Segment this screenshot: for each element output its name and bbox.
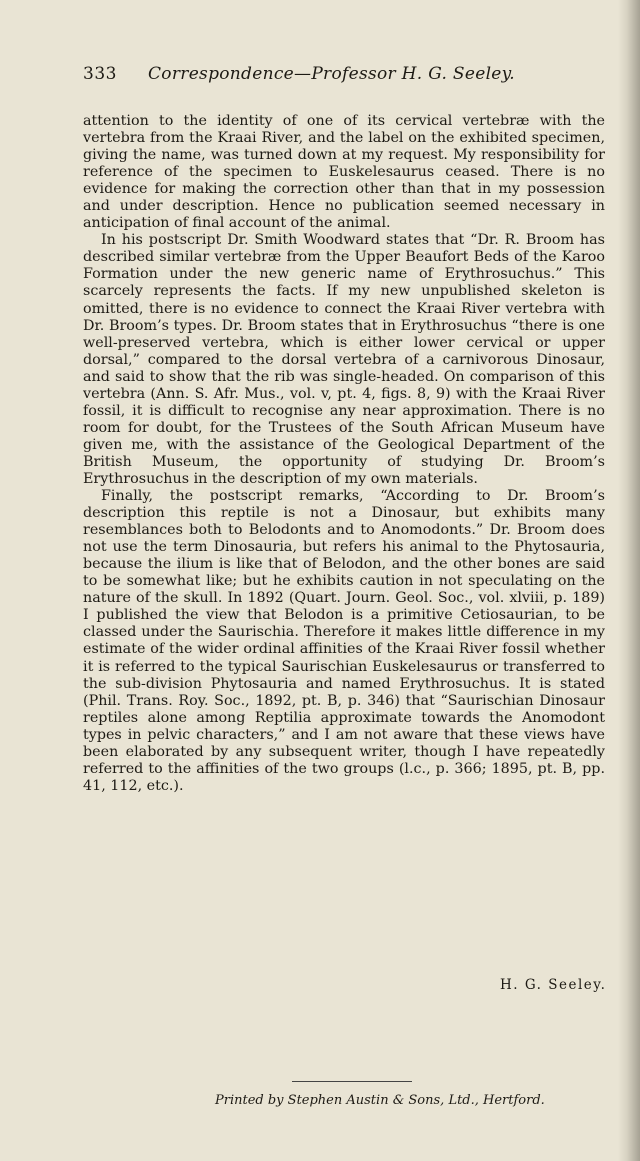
page-header [83,64,603,88]
body-text [83,113,605,795]
paragraph-3: Finally, the postscript remarks, “According to Dr. Broom’s description this reptile is not a Dinosaur, but exhibits many resemblances both to Belodonts and to Anomodonts.” Dr. Broom does not use the term Dinosauria, but refers his animal to the Phytosauria, because the ilium is like that of Belodon, and the other bones are said to be somewhat like; but he exhibits caution in not speculating on the nature of the skull. In 1892 (Quart. Journ. Geol. Soc., vol. xlviii, p. 189) I published the view that Belodon is a primitive Cetiosaurian, to be classed under the Saurischia. Therefore it makes little difference in my estimate of the wider ordinal affinities of the Kraai River fossil whether it is referred to the typical Saurischian Euskelesaurus or transferred to the sub-division Phytosauria and named Erythrosuchus. It is stated (Phil. Trans. Roy. Soc., 1892, pt. B, p. 346) that “Saurischian Dinosaur reptiles alone among Reptilia approximate towards the Anomodont types in pelvic characters,” and I am not aware that these views have been elaborated by any subsequent writer, though I have repeatedly referred to the affinities of the two groups (l.c., p. 366; 1895, pt. B, pp. 41, 112, etc.). [83,488,605,794]
footer-rule [292,1081,412,1082]
page-edge-shadow [618,0,640,1161]
paragraph-2: In his postscript Dr. Smith Woodward states that “Dr. R. Broom has described similar vertebræ from the Upper Beaufort Beds of the Karoo Formation under the new generic name of Erythrosuchus.” This scarcely represents the facts. If my new unpublished skeleton is omitted, there is no evidence to connect the Kraai River vertebra with Dr. Broom’s types. Dr. Broom states that in Erythrosuchus “there is one well-preserved vertebra, which is either lower cervical or upper dorsal,” compared to the dorsal vertebra of a carnivorous Dinosaur, and said to show that the rib was single-headed. On comparison of this vertebra (Ann. S. Afr. Mus., vol. v, pt. 4, figs. 8, 9) with the Kraai River fossil, it is difficult to recognise any near approximation. There is no room for doubt, for the Trustees of the South African Museum have given me, with the assistance of the Geological Department of the British Museum, the opportunity of studying Dr. Broom’s Erythrosuchus in the description of my own materials. [83,232,605,487]
printer-imprint: Printed by Stephen Austin & Sons, Ltd., Hertford. [215,1093,545,1108]
signature: H. G. Seeley. [500,977,607,993]
page-number: 333 [83,64,117,84]
running-title: Correspondence—Professor H. G. Seeley. [148,64,516,84]
paragraph-1: attention to the identity of one of its cervical vertebræ with the vertebra from the Kraai River, and the label on the exhibited specimen, giving the name, was turned down at my request. My responsibility for reference of the specimen to Euskelesaurus ceased. There is no evidence for making the correction other than that in my possession and under description. Hence no publication seemed necessary in anticipation of final account of the animal. [83,113,605,232]
